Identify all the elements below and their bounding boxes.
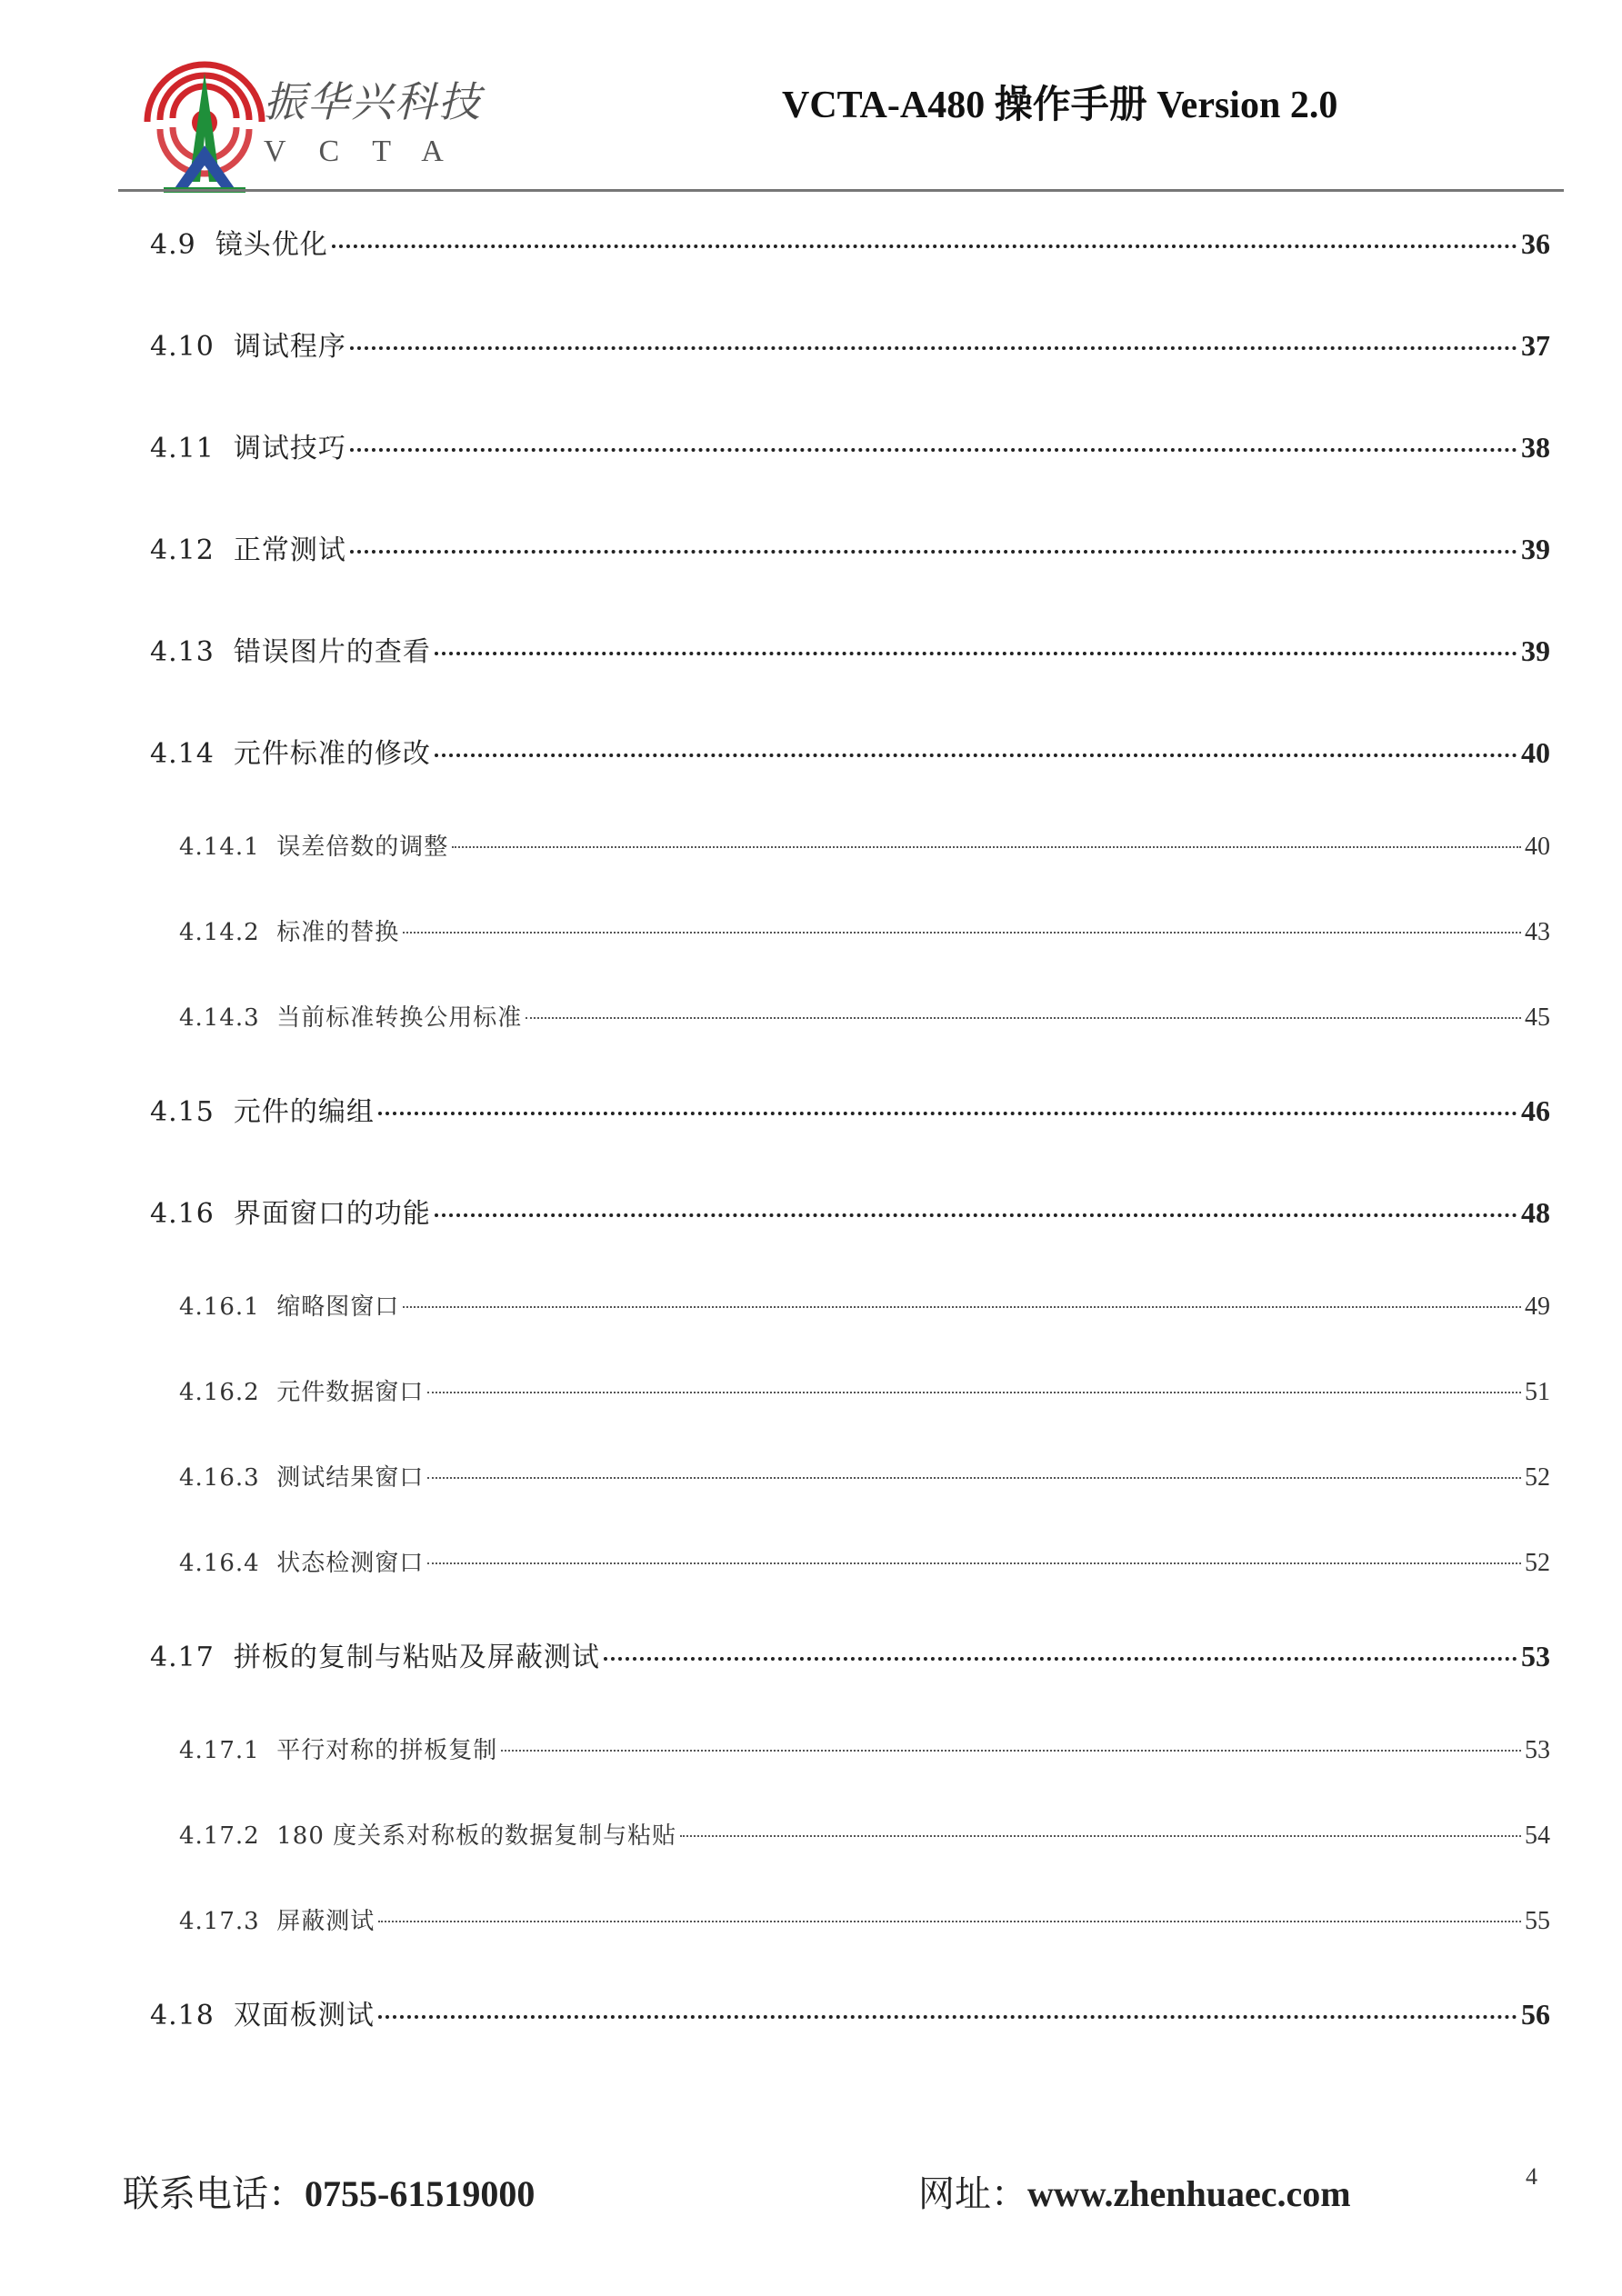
toc-entry-label bbox=[179, 820, 448, 874]
phone-label: 联系电话： bbox=[123, 2173, 305, 2215]
toc-leader-dots bbox=[427, 1392, 1521, 1393]
toc-entry[interactable] bbox=[150, 407, 1550, 509]
toc-page-number: 52 bbox=[1525, 1549, 1550, 1577]
toc-entry-number: 4.17 bbox=[150, 1642, 215, 1673]
toc-entry-title: 180 度关系对称板的数据复制与粘贴 bbox=[276, 1822, 677, 1850]
toc-entry-title: 状态检测窗口 bbox=[276, 1550, 425, 1577]
toc-leader-dots bbox=[332, 245, 1517, 248]
toc-entry-label bbox=[179, 1536, 424, 1591]
toc-entry[interactable] bbox=[150, 204, 1550, 305]
toc-entry-number: 4.18 bbox=[150, 2000, 215, 2031]
toc-entry[interactable] bbox=[150, 1974, 1550, 2076]
toc-entry-number: 4.10 bbox=[150, 331, 215, 363]
toc-entry-title: 当前标准转换公用标准 bbox=[276, 1004, 523, 1032]
toc-leader-dots bbox=[378, 2015, 1517, 2019]
toc-subentry[interactable] bbox=[150, 985, 1550, 1071]
toc-page-number: 39 bbox=[1521, 533, 1550, 565]
toc-entry-title: 正常测试 bbox=[233, 534, 346, 566]
toc-entry-number: 4.17.2 bbox=[179, 1822, 260, 1850]
toc-entry-title: 缩略图窗口 bbox=[276, 1293, 400, 1321]
toc-entry-label bbox=[150, 1627, 600, 1689]
toc-entry-title: 调试技巧 bbox=[233, 433, 346, 464]
toc-entry-label bbox=[150, 1183, 431, 1245]
toc-entry-title: 屏蔽测试 bbox=[276, 1908, 375, 1935]
toc-leader-dots bbox=[350, 550, 1517, 554]
toc-entry-number: 4.14.2 bbox=[179, 919, 260, 946]
toc-entry[interactable] bbox=[150, 1173, 1550, 1274]
page-header bbox=[118, 36, 1564, 191]
toc-entry-title: 双面板测试 bbox=[233, 2000, 375, 2031]
toc-entry-label bbox=[150, 215, 328, 276]
toc-entry-title: 错误图片的查看 bbox=[233, 636, 431, 668]
toc-leader-dots bbox=[435, 754, 1517, 757]
brand-name-en: VCTA bbox=[264, 135, 476, 168]
toc-entry-number: 4.9 bbox=[150, 229, 196, 261]
toc-entry-label bbox=[150, 724, 431, 785]
website-label: 网址： bbox=[918, 2173, 1027, 2215]
toc-entry-title: 标准的替换 bbox=[276, 919, 400, 946]
page-number: 4 bbox=[1526, 2163, 1537, 2190]
toc-entry-label bbox=[179, 1280, 399, 1334]
toc-page-number: 46 bbox=[1521, 1094, 1550, 1127]
toc-entry-title: 镜头优化 bbox=[215, 229, 328, 261]
toc-page-number: 36 bbox=[1521, 227, 1550, 260]
toc-entry-title: 误差倍数的调整 bbox=[276, 834, 449, 861]
toc-entry-number: 4.11 bbox=[150, 433, 215, 464]
toc-entry-title: 平行对称的拼板复制 bbox=[276, 1737, 498, 1764]
toc-leader-dots bbox=[452, 846, 1521, 848]
toc-leader-dots bbox=[680, 1835, 1521, 1837]
table-of-contents bbox=[150, 204, 1550, 2076]
toc-page-number: 54 bbox=[1525, 1822, 1550, 1850]
toc-entry-number: 4.17.3 bbox=[179, 1908, 260, 1935]
toc-entry-number: 4.16.3 bbox=[179, 1464, 260, 1492]
brand-name-cn: 振华兴科技 bbox=[264, 77, 482, 126]
toc-leader-dots bbox=[378, 1921, 1521, 1922]
header-divider bbox=[118, 189, 1564, 192]
toc-entry-label bbox=[179, 905, 399, 960]
toc-subentry[interactable] bbox=[150, 1718, 1550, 1803]
toc-entry-number: 4.13 bbox=[150, 636, 215, 668]
toc-page-number: 49 bbox=[1525, 1293, 1550, 1321]
toc-subentry[interactable] bbox=[150, 1889, 1550, 1974]
toc-entry[interactable] bbox=[150, 305, 1550, 407]
toc-subentry[interactable] bbox=[150, 900, 1550, 985]
toc-entry-label bbox=[179, 1451, 424, 1505]
toc-entry-title: 元件数据窗口 bbox=[276, 1379, 425, 1406]
vcta-logo-icon bbox=[136, 55, 273, 195]
website-link[interactable]: www.zhenhuaec.com bbox=[1027, 2173, 1351, 2214]
toc-leader-dots bbox=[435, 1213, 1517, 1217]
toc-entry-number: 4.16 bbox=[150, 1198, 215, 1230]
toc-entry-label bbox=[150, 520, 346, 582]
toc-leader-dots bbox=[435, 652, 1517, 655]
toc-leader-dots bbox=[403, 932, 1521, 933]
footer-website bbox=[918, 2165, 1351, 2217]
toc-entry-title: 测试结果窗口 bbox=[276, 1464, 425, 1492]
toc-subentry[interactable] bbox=[150, 814, 1550, 900]
toc-entry-label bbox=[179, 991, 522, 1045]
toc-page-number: 40 bbox=[1525, 833, 1550, 861]
toc-entry-title: 拼板的复制与粘贴及屏蔽测试 bbox=[233, 1642, 600, 1673]
toc-page-number: 48 bbox=[1521, 1196, 1550, 1229]
phone-number: 0755-61519000 bbox=[305, 2173, 536, 2214]
toc-leader-dots bbox=[501, 1750, 1521, 1752]
document-title: VCTA-A480 操作手册 Version 2.0 bbox=[782, 85, 1338, 126]
toc-entry-label bbox=[179, 1723, 497, 1778]
toc-entry-number: 4.15 bbox=[150, 1096, 215, 1128]
toc-subentry[interactable] bbox=[150, 1803, 1550, 1889]
toc-entry-title: 元件的编组 bbox=[233, 1096, 375, 1128]
toc-entry-label bbox=[150, 316, 346, 378]
toc-entry-title: 元件标准的修改 bbox=[233, 738, 431, 770]
toc-page-number: 43 bbox=[1525, 918, 1550, 946]
toc-entry-label bbox=[179, 1365, 424, 1420]
toc-subentry[interactable] bbox=[150, 1445, 1550, 1531]
toc-subentry[interactable] bbox=[150, 1531, 1550, 1616]
toc-entry[interactable] bbox=[150, 713, 1550, 814]
toc-entry-label bbox=[150, 1985, 375, 2047]
toc-entry-number: 4.16.4 bbox=[179, 1550, 260, 1577]
toc-leader-dots bbox=[378, 1112, 1517, 1115]
toc-leader-dots bbox=[427, 1562, 1521, 1564]
toc-leader-dots bbox=[350, 448, 1517, 452]
toc-leader-dots bbox=[350, 346, 1517, 350]
toc-page-number: 56 bbox=[1521, 1998, 1550, 2031]
toc-page-number: 38 bbox=[1521, 431, 1550, 464]
toc-page-number: 53 bbox=[1521, 1640, 1550, 1672]
toc-entry-number: 4.16.1 bbox=[179, 1293, 260, 1321]
toc-page-number: 40 bbox=[1521, 736, 1550, 769]
toc-entry-number: 4.12 bbox=[150, 534, 215, 566]
toc-entry-title: 调试程序 bbox=[233, 331, 346, 363]
toc-subentry[interactable] bbox=[150, 1360, 1550, 1445]
toc-entry-label bbox=[179, 1809, 676, 1863]
toc-entry-title: 界面窗口的功能 bbox=[233, 1198, 431, 1230]
toc-page-number: 45 bbox=[1525, 1003, 1550, 1032]
toc-page-number: 53 bbox=[1525, 1736, 1550, 1764]
toc-page-number: 39 bbox=[1521, 634, 1550, 667]
footer-contact bbox=[123, 2165, 535, 2217]
toc-entry-label bbox=[179, 1894, 375, 1949]
toc-entry[interactable] bbox=[150, 611, 1550, 713]
toc-entry-number: 4.16.2 bbox=[179, 1379, 260, 1406]
toc-page-number: 37 bbox=[1521, 329, 1550, 362]
toc-page-number: 51 bbox=[1525, 1378, 1550, 1406]
toc-page-number: 55 bbox=[1525, 1907, 1550, 1935]
toc-entry-number: 4.14.3 bbox=[179, 1004, 260, 1032]
toc-leader-dots bbox=[526, 1017, 1521, 1019]
toc-leader-dots bbox=[604, 1657, 1517, 1661]
toc-entry-label bbox=[150, 418, 346, 480]
toc-entry-number: 4.14.1 bbox=[179, 834, 260, 861]
toc-page-number: 52 bbox=[1525, 1463, 1550, 1492]
toc-leader-dots bbox=[427, 1477, 1521, 1479]
toc-entry-label bbox=[150, 622, 431, 684]
toc-entry-number: 4.14 bbox=[150, 738, 215, 770]
toc-entry[interactable] bbox=[150, 1071, 1550, 1173]
toc-entry[interactable] bbox=[150, 509, 1550, 611]
toc-entry-number: 4.17.1 bbox=[179, 1737, 260, 1764]
toc-leader-dots bbox=[403, 1306, 1521, 1308]
toc-subentry[interactable] bbox=[150, 1274, 1550, 1360]
toc-entry[interactable] bbox=[150, 1616, 1550, 1718]
toc-entry-label bbox=[150, 1082, 375, 1143]
